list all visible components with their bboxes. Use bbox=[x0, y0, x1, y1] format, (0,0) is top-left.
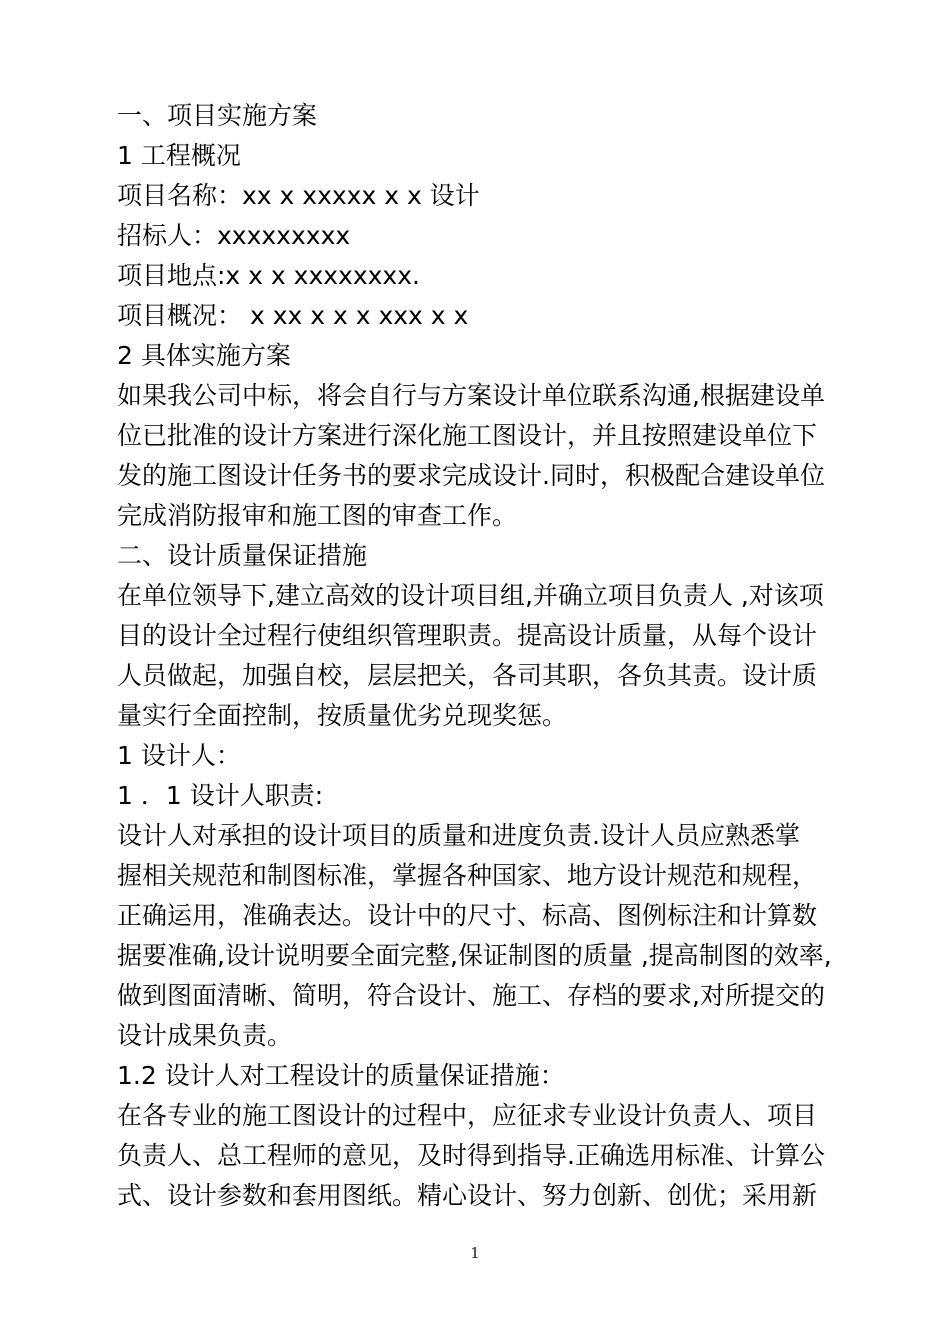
subsection-title-designer-duties: 1 ．1 设计人职责: bbox=[117, 781, 324, 810]
subsection-title-implementation: 2 具体实施方案 bbox=[117, 341, 291, 370]
paragraph-line: 设计人对承担的设计项目的质量和进度负责.设计人员应熟悉掌 bbox=[117, 821, 800, 850]
paragraph-line: 完成消防报审和施工图的审查工作。 bbox=[117, 501, 518, 530]
subsection-title-designer: 1 设计人： bbox=[117, 741, 241, 770]
paragraph-line: 目的设计全过程行使组织管理职责。提高设计质量，从每个设计 bbox=[117, 621, 818, 650]
paragraph-line: 正确运用，准确表达。设计中的尺寸、标高、图例标注和计算数 bbox=[117, 901, 818, 930]
section-heading-quality-measures: 二、设计质量保证措施 bbox=[117, 541, 368, 570]
tenderer-line: 招标人：xxxxxxxxx bbox=[117, 221, 351, 250]
subsection-title-project-overview: 1 工程概况 bbox=[117, 141, 241, 170]
paragraph-line: 据要准确,设计说明要全面完整,保证制图的质量 ,提高制图的效率, bbox=[117, 941, 832, 970]
paragraph-line: 在单位领导下,建立高效的设计项目组,并确立项目负责人 ,对该项 bbox=[117, 581, 824, 610]
project-location-line: 项目地点:x x x xxxxxxxx. bbox=[117, 261, 420, 290]
paragraph-line: 位已批准的设计方案进行深化施工图设计，并且按照建设单位下 bbox=[117, 421, 818, 450]
project-name-line: 项目名称：xx x xxxxx x x 设计 bbox=[117, 181, 480, 210]
paragraph-line: 量实行全面控制，按质量优劣兑现奖惩。 bbox=[117, 701, 568, 730]
project-overview-line: 项目概况： x xx x x x xxx x x bbox=[117, 301, 469, 330]
paragraph-line: 发的施工图设计任务书的要求完成设计.同时，积极配合建设单位 bbox=[117, 461, 825, 490]
paragraph-line: 设计成果负责。 bbox=[117, 1021, 293, 1050]
paragraph-line: 负责人、总工程师的意见，及时得到指导.正确选用标准、计算公 bbox=[117, 1141, 825, 1170]
paragraph-line: 如果我公司中标，将会自行与方案设计单位联系沟通,根据建设单 bbox=[117, 381, 825, 410]
paragraph-line: 做到图面清晰、简明，符合设计、施工、存档的要求,对所提交的 bbox=[117, 981, 825, 1010]
paragraph-line: 在各专业的施工图设计的过程中，应征求专业设计负责人、项目 bbox=[117, 1101, 818, 1130]
paragraph-line: 握相关规范和制图标准，掌握各种国家、地方设计规范和规程， bbox=[117, 861, 818, 890]
paragraph-line: 人员做起，加强自校，层层把关，各司其职，各负其责。设计质 bbox=[117, 661, 818, 690]
paragraph-line: 式、设计参数和套用图纸。精心设计、努力创新、创优；采用新 bbox=[117, 1181, 818, 1210]
page-number: 1 bbox=[470, 1244, 480, 1262]
subsection-title-quality-assurance: 1.2 设计人对工程设计的质量保证措施： bbox=[117, 1061, 565, 1090]
section-heading-implementation-plan: 一、项目实施方案 bbox=[117, 101, 318, 130]
document-body bbox=[117, 96, 839, 1216]
